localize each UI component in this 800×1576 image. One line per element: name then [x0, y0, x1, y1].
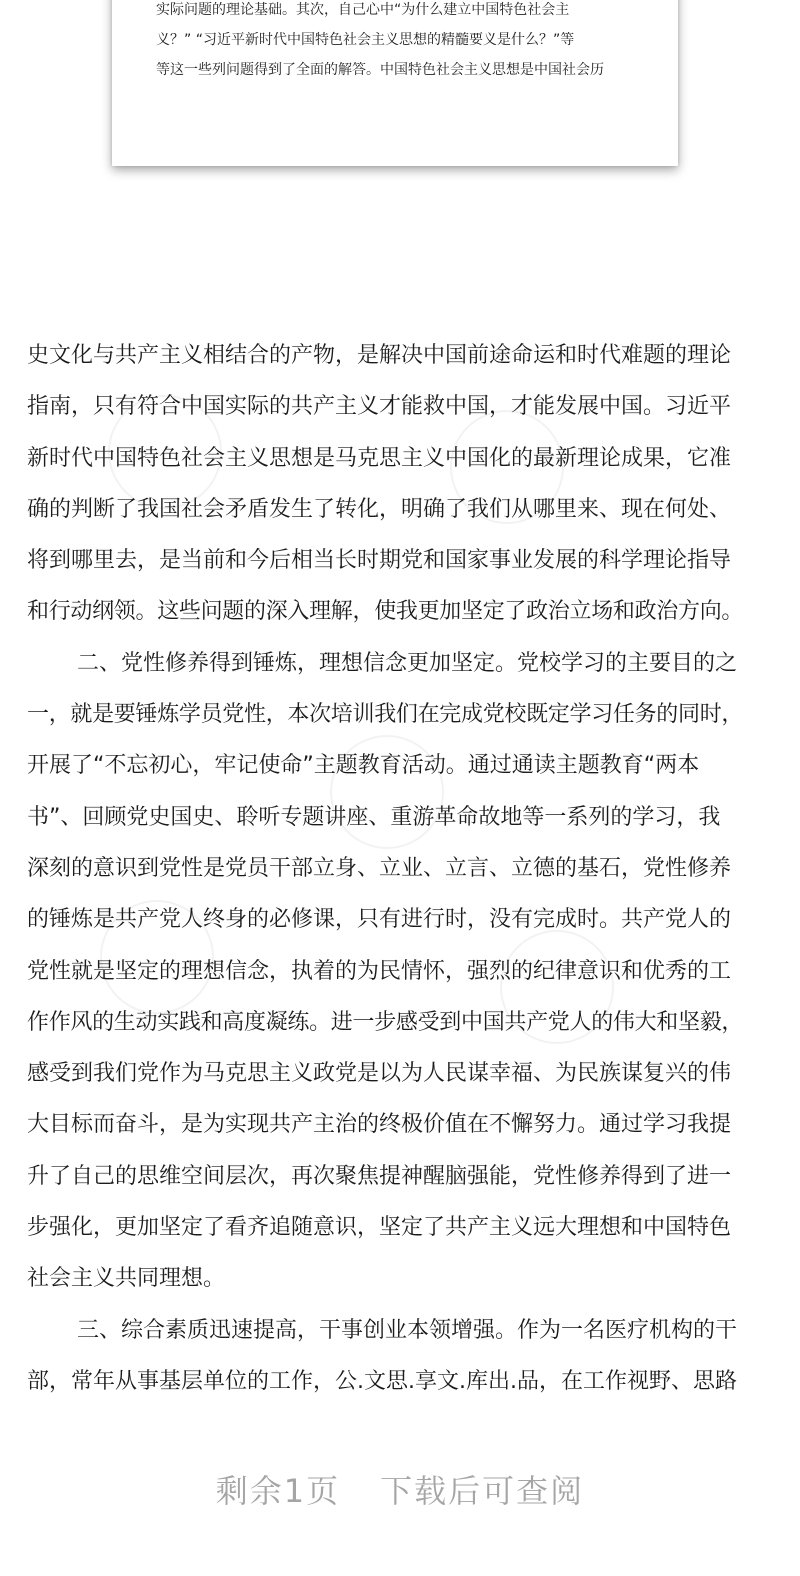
preview-line: 义？” “习近平新时代中国特色社会主义思想的精髓要义是什么？”等	[156, 32, 575, 48]
body-line: 确的判断了我国社会矛盾发生了转化，明确了我们从哪里来、现在何处、	[27, 496, 732, 522]
body-line: 感受到我们党作为马克思主义政党是以为人民谋幸福、为民族谋复兴的伟	[27, 1061, 732, 1087]
body-line: 党性就是坚定的理想信念，执着的为民情怀，强烈的纪律意识和优秀的工	[27, 958, 732, 984]
body-line: 史文化与共产主义相结合的产物，是解决中国前途命运和时代难题的理论	[27, 343, 732, 368]
preview-line: 实际问题的理论基础。其次，自己心中“为什么建立中国特色社会主	[156, 2, 570, 18]
body-line: 深刻的意识到党性是党员干部立身、立业、立言、立德的基石，党性修养	[27, 855, 732, 881]
body-line: 部，常年从事基层单位的工作，公.文思.享文.库出.品，在工作视野、思路	[27, 1368, 737, 1394]
document-body	[27, 330, 773, 1407]
body-line: 和行动纲领。这些问题的深入理解，使我更加坚定了政治立场和政治方向。	[27, 599, 744, 625]
body-line: 作作风的生动实践和高度凝练。进一步感受到中国共产党人的伟大和坚毅，	[27, 1009, 744, 1035]
body-line: 步强化，更加坚定了看齐追随意识，坚定了共产主义远大理想和中国特色	[27, 1215, 732, 1241]
download-hint-text: 下载后可查阅	[380, 1472, 585, 1510]
section-heading-line: 二、党性修养得到锤炼，理想信念更加坚定。党校学习的主要目的之	[77, 650, 738, 676]
preview-page-card	[112, 0, 678, 166]
download-prompt[interactable]	[0, 1466, 800, 1512]
section-heading-line: 三、综合素质迅速提高，干事创业本领增强。作为一名医疗机构的干	[77, 1317, 738, 1343]
body-line: 指南，只有符合中国实际的共产主义才能救中国，才能发展中国。习近平	[27, 394, 732, 420]
body-line: 书”、回顾党史国史、聆听专题讲座、重游革命故地等一系列的学习，我	[27, 804, 721, 830]
body-line: 升了自己的思维空间层次，再次聚焦提神醒脑强能，党性修养得到了进一	[27, 1163, 732, 1189]
body-line: 新时代中国特色社会主义思想是马克思主义中国化的最新理论成果，它准	[27, 445, 732, 471]
body-line: 将到哪里去，是当前和今后相当长时期党和国家事业发展的科学理论指导	[27, 548, 732, 574]
preview-line: 等这一些列问题得到了全面的解答。中国特色社会主义思想是中国社会历	[156, 62, 604, 78]
body-line: 的锤炼是共产党人终身的必修课，只有进行时，没有完成时。共产党人的	[27, 907, 732, 933]
body-line: 社会主义共同理想。	[27, 1266, 226, 1292]
remaining-pages-text: 剩余1页	[215, 1472, 341, 1510]
body-line: 开展了“不忘初心，牢记使命”主题教育活动。通过通读主题教育“两本	[27, 753, 700, 779]
body-line: 大目标而奋斗，是为实现共产主治的终极价值在不懈努力。通过学习我提	[27, 1112, 732, 1138]
body-line: 一，就是要锤炼学员党性，本次培训我们在完成党校既定学习任务的同时，	[27, 702, 744, 728]
